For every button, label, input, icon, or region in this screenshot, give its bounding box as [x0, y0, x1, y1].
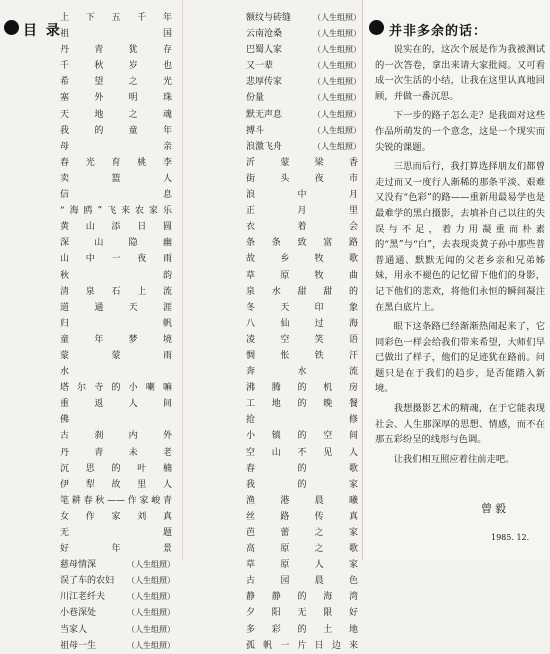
toc-item-title: 清泉石上流 — [60, 286, 172, 297]
toc-item — [60, 493, 175, 509]
toc-item — [246, 155, 361, 171]
toc-item-title: 春的歌 — [246, 463, 358, 474]
toc-item — [60, 26, 175, 42]
toc-item-note: （人生组照） — [313, 61, 361, 71]
toc-item — [60, 74, 175, 90]
toc-item-title: 卖篮人 — [60, 173, 172, 184]
toc-item-title: 笔耕春秋——作家峻青 — [60, 495, 172, 506]
preface-heading: 并非多余的话： — [389, 24, 488, 39]
toc-item-title: 水 — [60, 367, 70, 378]
toc-item-title: 山中一夜雨 — [60, 254, 172, 265]
toc-item — [60, 268, 175, 284]
toc-item-title: 草原人家 — [246, 560, 358, 571]
toc-item — [246, 90, 361, 106]
toc-item-title: 空山不见人 — [246, 447, 358, 458]
toc-item — [60, 251, 175, 267]
toc-item-title: 塔尔寺的小喇嘛 — [60, 383, 172, 394]
toc-item-title: 深山隐幽 — [60, 238, 172, 249]
toc-item-title: 佛 — [60, 415, 70, 426]
toc-item — [246, 396, 361, 412]
toc-item — [246, 525, 361, 541]
preface-paragraph: 下一步的路子怎么走？是我面对这些作品所萌发的一个意念，这是一个现实而尖锐的课题。 — [375, 110, 545, 153]
toc-item — [60, 219, 175, 235]
toc-item-note: （人生组照） — [127, 624, 175, 634]
toc-item-title: “海鸥”飞来农家乐 — [60, 206, 172, 217]
toc-item-title: 祖母一生 — [60, 640, 97, 651]
toc-right-column — [182, 0, 363, 651]
toc-item-note: （人生组照） — [313, 77, 361, 87]
toc-item — [246, 203, 361, 219]
toc-item — [246, 605, 361, 621]
toc-item-title: 丹青未老 — [60, 447, 172, 458]
toc-item — [246, 10, 361, 26]
toc-item — [60, 428, 175, 444]
toc-item — [60, 622, 175, 638]
toc-item-title: 沉思的叶楠 — [60, 463, 172, 474]
toc-item-title: 条条致富路 — [246, 238, 358, 249]
toc-item-note: （人生组照） — [313, 141, 361, 151]
toc-item-note: （人生组照） — [313, 13, 361, 22]
toc-item-title: 浪中月 — [246, 190, 358, 201]
toc-item — [60, 123, 175, 139]
toc-item — [246, 219, 361, 235]
preface-paragraph: 我想摄影艺术的精魂，在于它能表现社会、人生那深厚的思想、情感，而不在那五彩纷呈的线形与色调。 — [375, 403, 545, 446]
toc-item-note: （人生组照） — [127, 608, 175, 618]
toc-item-title: 童年梦境 — [60, 334, 172, 345]
toc-item-title: 道通天涯 — [60, 302, 172, 313]
toc-item — [246, 316, 361, 332]
toc-item-note: （人生组照） — [313, 109, 361, 119]
toc-item — [60, 300, 175, 316]
toc-item-title: 当家人 — [60, 624, 88, 635]
toc-item-title: 误了车的农妇 — [60, 576, 115, 587]
toc-item — [246, 541, 361, 557]
toc-item — [246, 251, 361, 267]
toc-item-title: 小巷深处 — [60, 608, 97, 619]
toc-item — [246, 74, 361, 90]
toc-item — [60, 171, 175, 187]
toc-item — [246, 445, 361, 461]
toc-item-title: 女作家刘真 — [60, 511, 172, 522]
toc-item-title: 伊犁故里人 — [60, 479, 172, 490]
toc-item-title: 黄山添日圆 — [60, 222, 172, 233]
toc-item — [246, 364, 361, 380]
toc-item-title: 信息 — [60, 190, 172, 201]
toc-item — [246, 268, 361, 284]
preface-section — [362, 0, 550, 560]
toc-item — [60, 235, 175, 251]
toc-item-title: 小镇的空间 — [246, 431, 358, 442]
toc-item — [246, 58, 361, 74]
toc-item-title: 上下五千年 — [60, 13, 172, 23]
toc-item — [246, 300, 361, 316]
toc-item-title: 我的家 — [246, 479, 358, 490]
toc-item-title: 母亲 — [60, 141, 172, 152]
toc-item-title: 默无声息 — [246, 109, 283, 120]
toc-item-title: 份量 — [246, 93, 265, 104]
toc-item-note: （人生组照） — [313, 125, 361, 135]
toc-item — [60, 10, 175, 26]
toc-item-title: 芭蕾之家 — [246, 528, 358, 538]
toc-item — [60, 187, 175, 203]
toc-item — [60, 477, 175, 493]
toc-item-title: 泉水甜甜的 — [246, 286, 358, 297]
toc-item-title: 高原之歌 — [246, 544, 358, 555]
bullet-dot-icon — [4, 20, 19, 35]
toc-item — [60, 348, 175, 364]
toc-item-title: 静静的海湾 — [246, 592, 358, 603]
toc-item-title: 川江老纤夫 — [60, 592, 106, 603]
toc-item-title: 塞外明珠 — [60, 93, 172, 104]
toc-item — [60, 605, 175, 621]
toc-item — [246, 26, 361, 42]
toc-item-title: 希望之光 — [60, 77, 172, 88]
toc-item-note: （人生组照） — [313, 45, 361, 55]
toc-heading: 目 录 — [23, 23, 62, 39]
toc-item-title: 工地的晚餐 — [246, 399, 358, 410]
toc-item-title: 天地之魂 — [60, 109, 172, 120]
toc-item-title: 沂蒙梁香 — [246, 157, 358, 168]
toc-item-title: 祖国 — [60, 29, 172, 40]
preface-paragraph: 说实在的，这次个展是作为我被测试的一次答卷，拿出来请大家批阅。又可看成一次生活的小结，让我在这里认真地回顾，并做一番沉思。 — [375, 44, 545, 102]
toc-item — [60, 638, 175, 654]
toc-item — [60, 509, 175, 525]
toc-item-title: 秋韵 — [60, 270, 172, 281]
toc-item-title: 凌空笑语 — [246, 334, 358, 345]
toc-item-title: 又一辈 — [246, 61, 274, 72]
toc-item — [60, 525, 175, 541]
toc-item-title: 草原牧曲 — [246, 270, 358, 281]
toc-item — [246, 573, 361, 589]
toc-item — [246, 123, 361, 139]
toc-item-title: 故乡牧歌 — [246, 254, 358, 265]
toc-left-column — [0, 0, 182, 651]
toc-item — [60, 396, 175, 412]
toc-item — [246, 380, 361, 396]
toc-item-title: 悲厚传家 — [246, 77, 283, 88]
preface-paragraph: 眼下这条路已经渐渐热闹起来了，它同彩色一样会给我们带来希望，大师们早已做出了样子，他们的足迹犹在路前。问题只是在于我们的趋步，是否能踏入新境。 — [375, 321, 545, 395]
toc-item — [60, 541, 175, 557]
toc-item-title: 慈母情深 — [60, 560, 97, 571]
toc-item-note: （人生组照） — [313, 29, 361, 39]
toc-item — [60, 90, 175, 106]
toc-item — [246, 589, 361, 605]
toc-item-note: （人生组照） — [313, 93, 361, 103]
toc-item-title: 归帆 — [60, 318, 172, 329]
toc-item-title: 丝路传真 — [246, 511, 358, 522]
toc-item-title: 奔水流 — [246, 367, 358, 378]
toc-item — [60, 332, 175, 348]
toc-item — [246, 638, 361, 654]
toc-item — [246, 284, 361, 300]
toc-item-title: 正月里 — [246, 206, 358, 217]
toc-item-title: 夕阳无限好 — [246, 608, 358, 619]
toc-list-left — [60, 10, 175, 654]
toc-item-title: 蒙蒙雨 — [60, 350, 172, 361]
toc-item-title: 巴蜀人家 — [246, 45, 283, 56]
toc-item-title: 沸腾的机房 — [246, 383, 358, 394]
toc-item-title: 孤帆一片日边来 — [246, 640, 358, 651]
toc-item-title: 额纹与砖缝 — [246, 13, 292, 23]
toc-item — [60, 364, 175, 380]
preface-paragraph: 三思而后行，我打算选择朋友们都曾走过而又一度行人渐稀的那条平淡、艰难又没有“色彩”的路——重新用最易学也是最难学的黑白摄影，去填补自己以往的失误与不足，着力用凝重而朴素的“黑”与“白”，去表现炎黄子孙中那些普普通通、默默无闻的父老乡亲和兄弟姊妹，用永不褪色的记忆留下他们的身影，记下他们的悲欢，将他们永恒的瞬间凝注在黑白底片上。 — [375, 161, 545, 313]
toc-item — [246, 622, 361, 638]
toc-item-note: （人生组照） — [127, 592, 175, 602]
toc-item-title: 浪激飞舟 — [246, 141, 283, 152]
toc-list-right — [246, 10, 361, 654]
toc-item — [60, 589, 175, 605]
toc-item-title: 春光育桃李 — [60, 157, 172, 168]
toc-item-title: 重返人间 — [60, 399, 172, 410]
toc-item — [246, 348, 361, 364]
toc-item — [60, 203, 175, 219]
toc-item-title: 衣着会 — [246, 222, 358, 233]
toc-item-note: （人生组照） — [127, 560, 175, 570]
toc-item-title: 云南沧桑 — [246, 29, 283, 40]
toc-item — [60, 42, 175, 58]
toc-item — [246, 509, 361, 525]
toc-item-title: 冬天印象 — [246, 302, 358, 313]
toc-item — [60, 155, 175, 171]
toc-item — [60, 139, 175, 155]
toc-item-title: 惆怅铁汗 — [246, 350, 358, 361]
toc-item-title: 渔港晨曦 — [246, 495, 358, 506]
toc-item — [246, 477, 361, 493]
toc-item — [246, 187, 361, 203]
toc-item — [60, 380, 175, 396]
toc-item-title: 好年景 — [60, 544, 172, 555]
toc-item — [246, 42, 361, 58]
toc-item — [246, 332, 361, 348]
toc-item — [246, 171, 361, 187]
toc-item-title: 多彩的土地 — [246, 624, 358, 635]
toc-item-title: 八仙过海 — [246, 318, 358, 329]
toc-item — [246, 461, 361, 477]
toc-item-title: 丹青犹存 — [60, 45, 172, 56]
toc-item — [246, 235, 361, 251]
toc-item-title: 搏斗 — [246, 125, 265, 136]
toc-item — [60, 316, 175, 332]
toc-item — [60, 107, 175, 123]
preface-date: 1985. 12. — [491, 533, 530, 542]
toc-item — [60, 284, 175, 300]
toc-item — [60, 573, 175, 589]
toc-item-title: 无题 — [60, 528, 172, 538]
preface-body — [375, 42, 545, 471]
toc-item — [246, 493, 361, 509]
toc-item-title: 千秋岁也 — [60, 61, 172, 72]
toc-item-title: 我的童年 — [60, 125, 172, 136]
toc-item — [246, 412, 361, 428]
toc-item — [60, 445, 175, 461]
toc-item-note: （人生组照） — [127, 640, 175, 650]
toc-item — [60, 461, 175, 477]
bullet-dot-icon — [369, 20, 384, 35]
preface-paragraph: 让我们相互照应着往前走吧。 — [393, 453, 515, 465]
toc-item — [60, 412, 175, 428]
toc-item-title: 街头夜市 — [246, 173, 358, 184]
toc-item — [246, 139, 361, 155]
toc-item-title: 抢修 — [246, 415, 358, 426]
toc-item-note: （人生组照） — [127, 576, 175, 586]
toc-item — [246, 428, 361, 444]
toc-item-title: 古园晨色 — [246, 576, 358, 587]
toc-item — [246, 107, 361, 123]
signature: 曾毅 — [481, 502, 509, 515]
toc-item-title: 古刹内外 — [60, 431, 172, 442]
toc-item — [60, 58, 175, 74]
